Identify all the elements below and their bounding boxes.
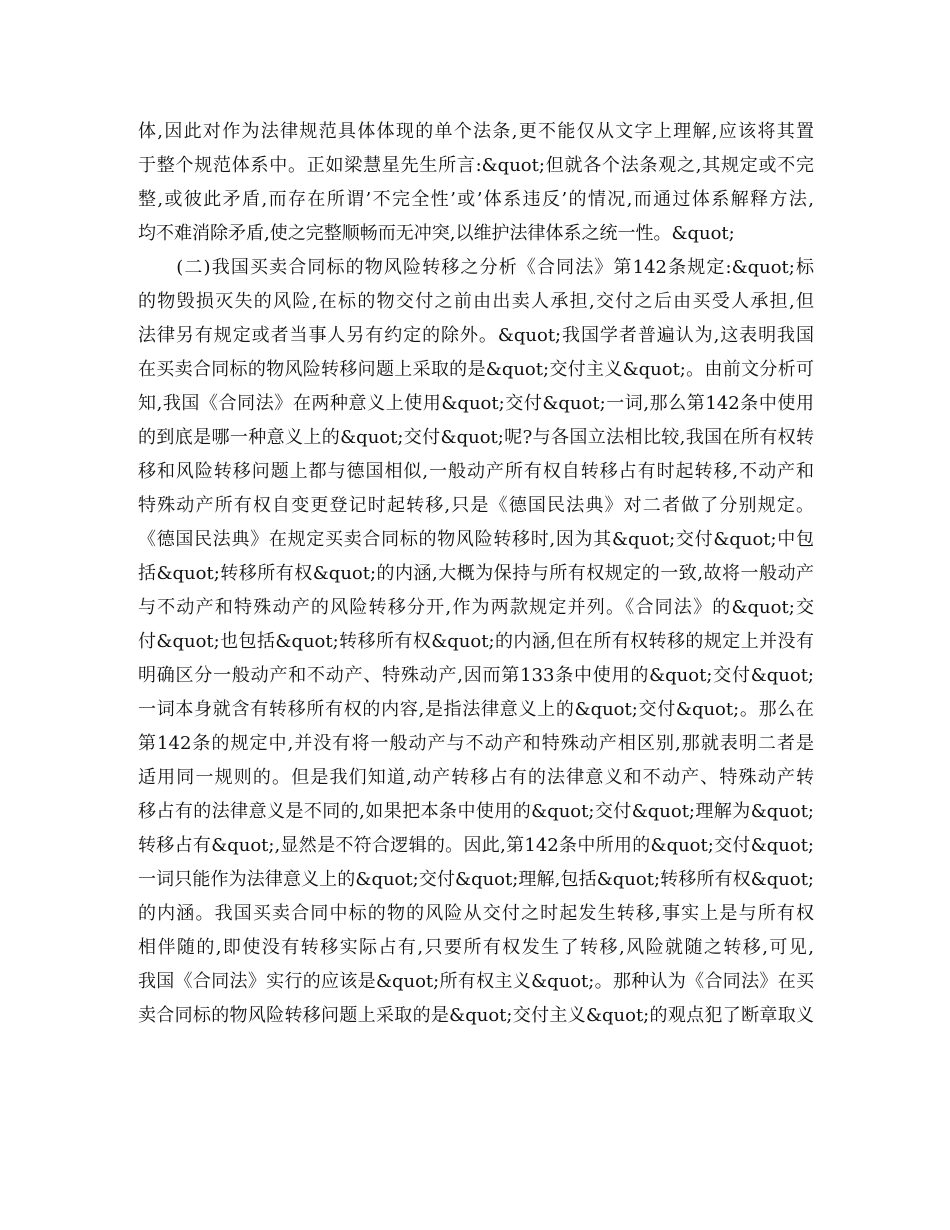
text-line: 的物毁损灭失的风险,在标的物交付之前由出卖人承担,交付之后由买受人承担,但 xyxy=(138,291,814,312)
text-line: 体,因此对作为法律规范具体体现的单个法条,更不能仅从文字上理解,应该将其置 xyxy=(138,121,814,142)
text-line: 第142条的规定中,并没有将一般动产与不动产和特殊动产相区别,那就表明二者是 xyxy=(138,733,814,754)
text-line: 特殊动产所有权自变更登记时起转移,只是《德国民法典》对二者做了分别规定。 xyxy=(138,495,814,516)
body-text xyxy=(138,115,814,1033)
text-line: 移占有的法律意义是不同的,如果把本条中使用的&quot;交付&quot;理解为&quot; xyxy=(138,801,814,822)
text-line: 整,或彼此矛盾,而存在所谓’不完全性’或’体系违反’的情况,而通过体系解释方法, xyxy=(138,189,814,210)
text-line: (二)我国买卖合同标的物风险转移之分析《合同法》第142条规定:&quot;标 xyxy=(138,257,814,278)
text-line: 卖合同标的物风险转移问题上采取的是&quot;交付主义&quot;的观点犯了断章取义 xyxy=(138,1005,814,1026)
text-line: 括&quot;转移所有权&quot;的内涵,大概为保持与所有权规定的一致,故将一般动产 xyxy=(138,563,814,584)
text-line: 法律另有规定或者当事人另有约定的除外。&quot;我国学者普遍认为,这表明我国 xyxy=(138,325,814,346)
text-line: 相伴随的,即使没有转移实际占有,只要所有权发生了转移,风险就随之转移,可见, xyxy=(138,937,814,958)
text-line: 付&quot;也包括&quot;转移所有权&quot;的内涵,但在所有权转移的规定上并没有 xyxy=(138,631,814,652)
text-line: 适用同一规则的。但是我们知道,动产转移占有的法律意义和不动产、特殊动产转 xyxy=(138,767,814,788)
text-line: 的到底是哪一种意义上的&quot;交付&quot;呢?与各国立法相比较,我国在所有权转 xyxy=(138,427,814,448)
text-line: 我国《合同法》实行的应该是&quot;所有权主义&quot;。那种认为《合同法》在买 xyxy=(138,971,814,992)
text-line: 与不动产和特殊动产的风险转移分开,作为两款规定并列。《合同法》的&quot;交 xyxy=(138,597,814,618)
text-line: 均不难消除矛盾,使之完整顺畅而无冲突,以维护法律体系之统一性。&quot; xyxy=(138,223,735,244)
text-line: 移和风险转移问题上都与德国相似,一般动产所有权自转移占有时起转移,不动产和 xyxy=(138,461,814,482)
text-line: 明确区分一般动产和不动产、特殊动产,因而第133条中使用的&quot;交付&quot; xyxy=(138,665,814,686)
text-line: 一词本身就含有转移所有权的内容,是指法律意义上的&quot;交付&quot;。那么在 xyxy=(138,699,814,720)
text-line: 《德国民法典》在规定买卖合同标的物风险转移时,因为其&quot;交付&quot;中包 xyxy=(138,529,814,550)
text-line: 于整个规范体系中。正如梁慧星先生所言:&quot;但就各个法条观之,其规定或不完 xyxy=(138,155,814,176)
text-line: 在买卖合同标的物风险转移问题上采取的是&quot;交付主义&quot;。由前文分析可 xyxy=(138,359,814,380)
text-line: 一词只能作为法律意义上的&quot;交付&quot;理解,包括&quot;转移所有权&quot; xyxy=(138,869,814,890)
text-line: 知,我国《合同法》在两种意义上使用&quot;交付&quot;一词,那么第142条中使用 xyxy=(138,393,814,414)
text-line: 转移占有&quot;,显然是不符合逻辑的。因此,第142条中所用的&quot;交付&quot; xyxy=(138,835,814,856)
text-line: 的内涵。我国买卖合同中标的物的风险从交付之时起发生转移,事实上是与所有权 xyxy=(138,903,814,924)
